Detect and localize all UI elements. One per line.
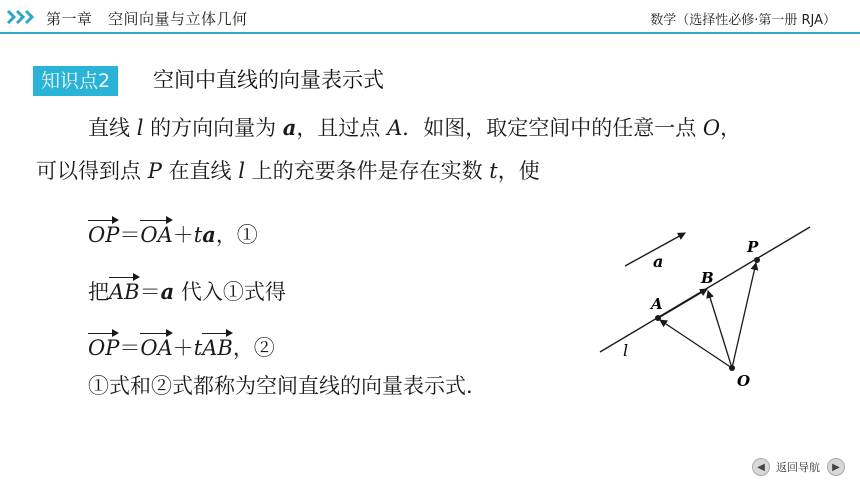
knowledge-point-title: 空间中直线的向量表示式 [153, 68, 384, 92]
knowledge-point-badge: 知识点2 [33, 66, 118, 96]
back-to-nav-link[interactable]: 返回导航 [776, 461, 820, 474]
chapter-title: 第一章 空间向量与立体几何 [46, 10, 248, 28]
book-title: 数学（选择性必修·第一册 RJA） [650, 13, 836, 28]
arrow-left-icon[interactable]: ◀ [752, 458, 770, 476]
label-l: l [623, 341, 629, 360]
point-A [655, 315, 661, 321]
point-P [754, 257, 760, 263]
line-vector-figure [590, 222, 820, 392]
body-paragraph-line-2: 可以得到点 P 在直线 l 上的充要条件是存在实数 t，使 [36, 159, 540, 183]
label-O: O [737, 372, 751, 390]
label-P: P [747, 238, 759, 256]
equation-3: OP＝OA＋tAB，② [88, 336, 275, 360]
header-divider [0, 32, 860, 34]
body-paragraph-line-1: 直线 l 的方向向量为 a，且过点 A．如图，取定空间中的任意一点 O， [88, 115, 742, 140]
vector-OP [732, 263, 756, 368]
page-header [0, 0, 860, 34]
vector-OA [660, 320, 732, 368]
chevron-right-icon [6, 9, 33, 23]
vector-AB [658, 289, 707, 318]
navigation-bar [752, 458, 845, 476]
label-A: A [651, 295, 663, 313]
point-O [729, 365, 735, 371]
arrow-right-icon[interactable]: ▶ [827, 458, 845, 476]
label-B: B [701, 269, 714, 287]
label-a: a [653, 252, 664, 271]
equation-2: 把AB＝a 代入①式得 [88, 279, 286, 304]
conclusion-text: ①式和②式都称为空间直线的向量表示式. [88, 374, 473, 398]
equation-1: OP＝OA＋ta，① [88, 222, 258, 247]
vector-OB [708, 291, 732, 368]
